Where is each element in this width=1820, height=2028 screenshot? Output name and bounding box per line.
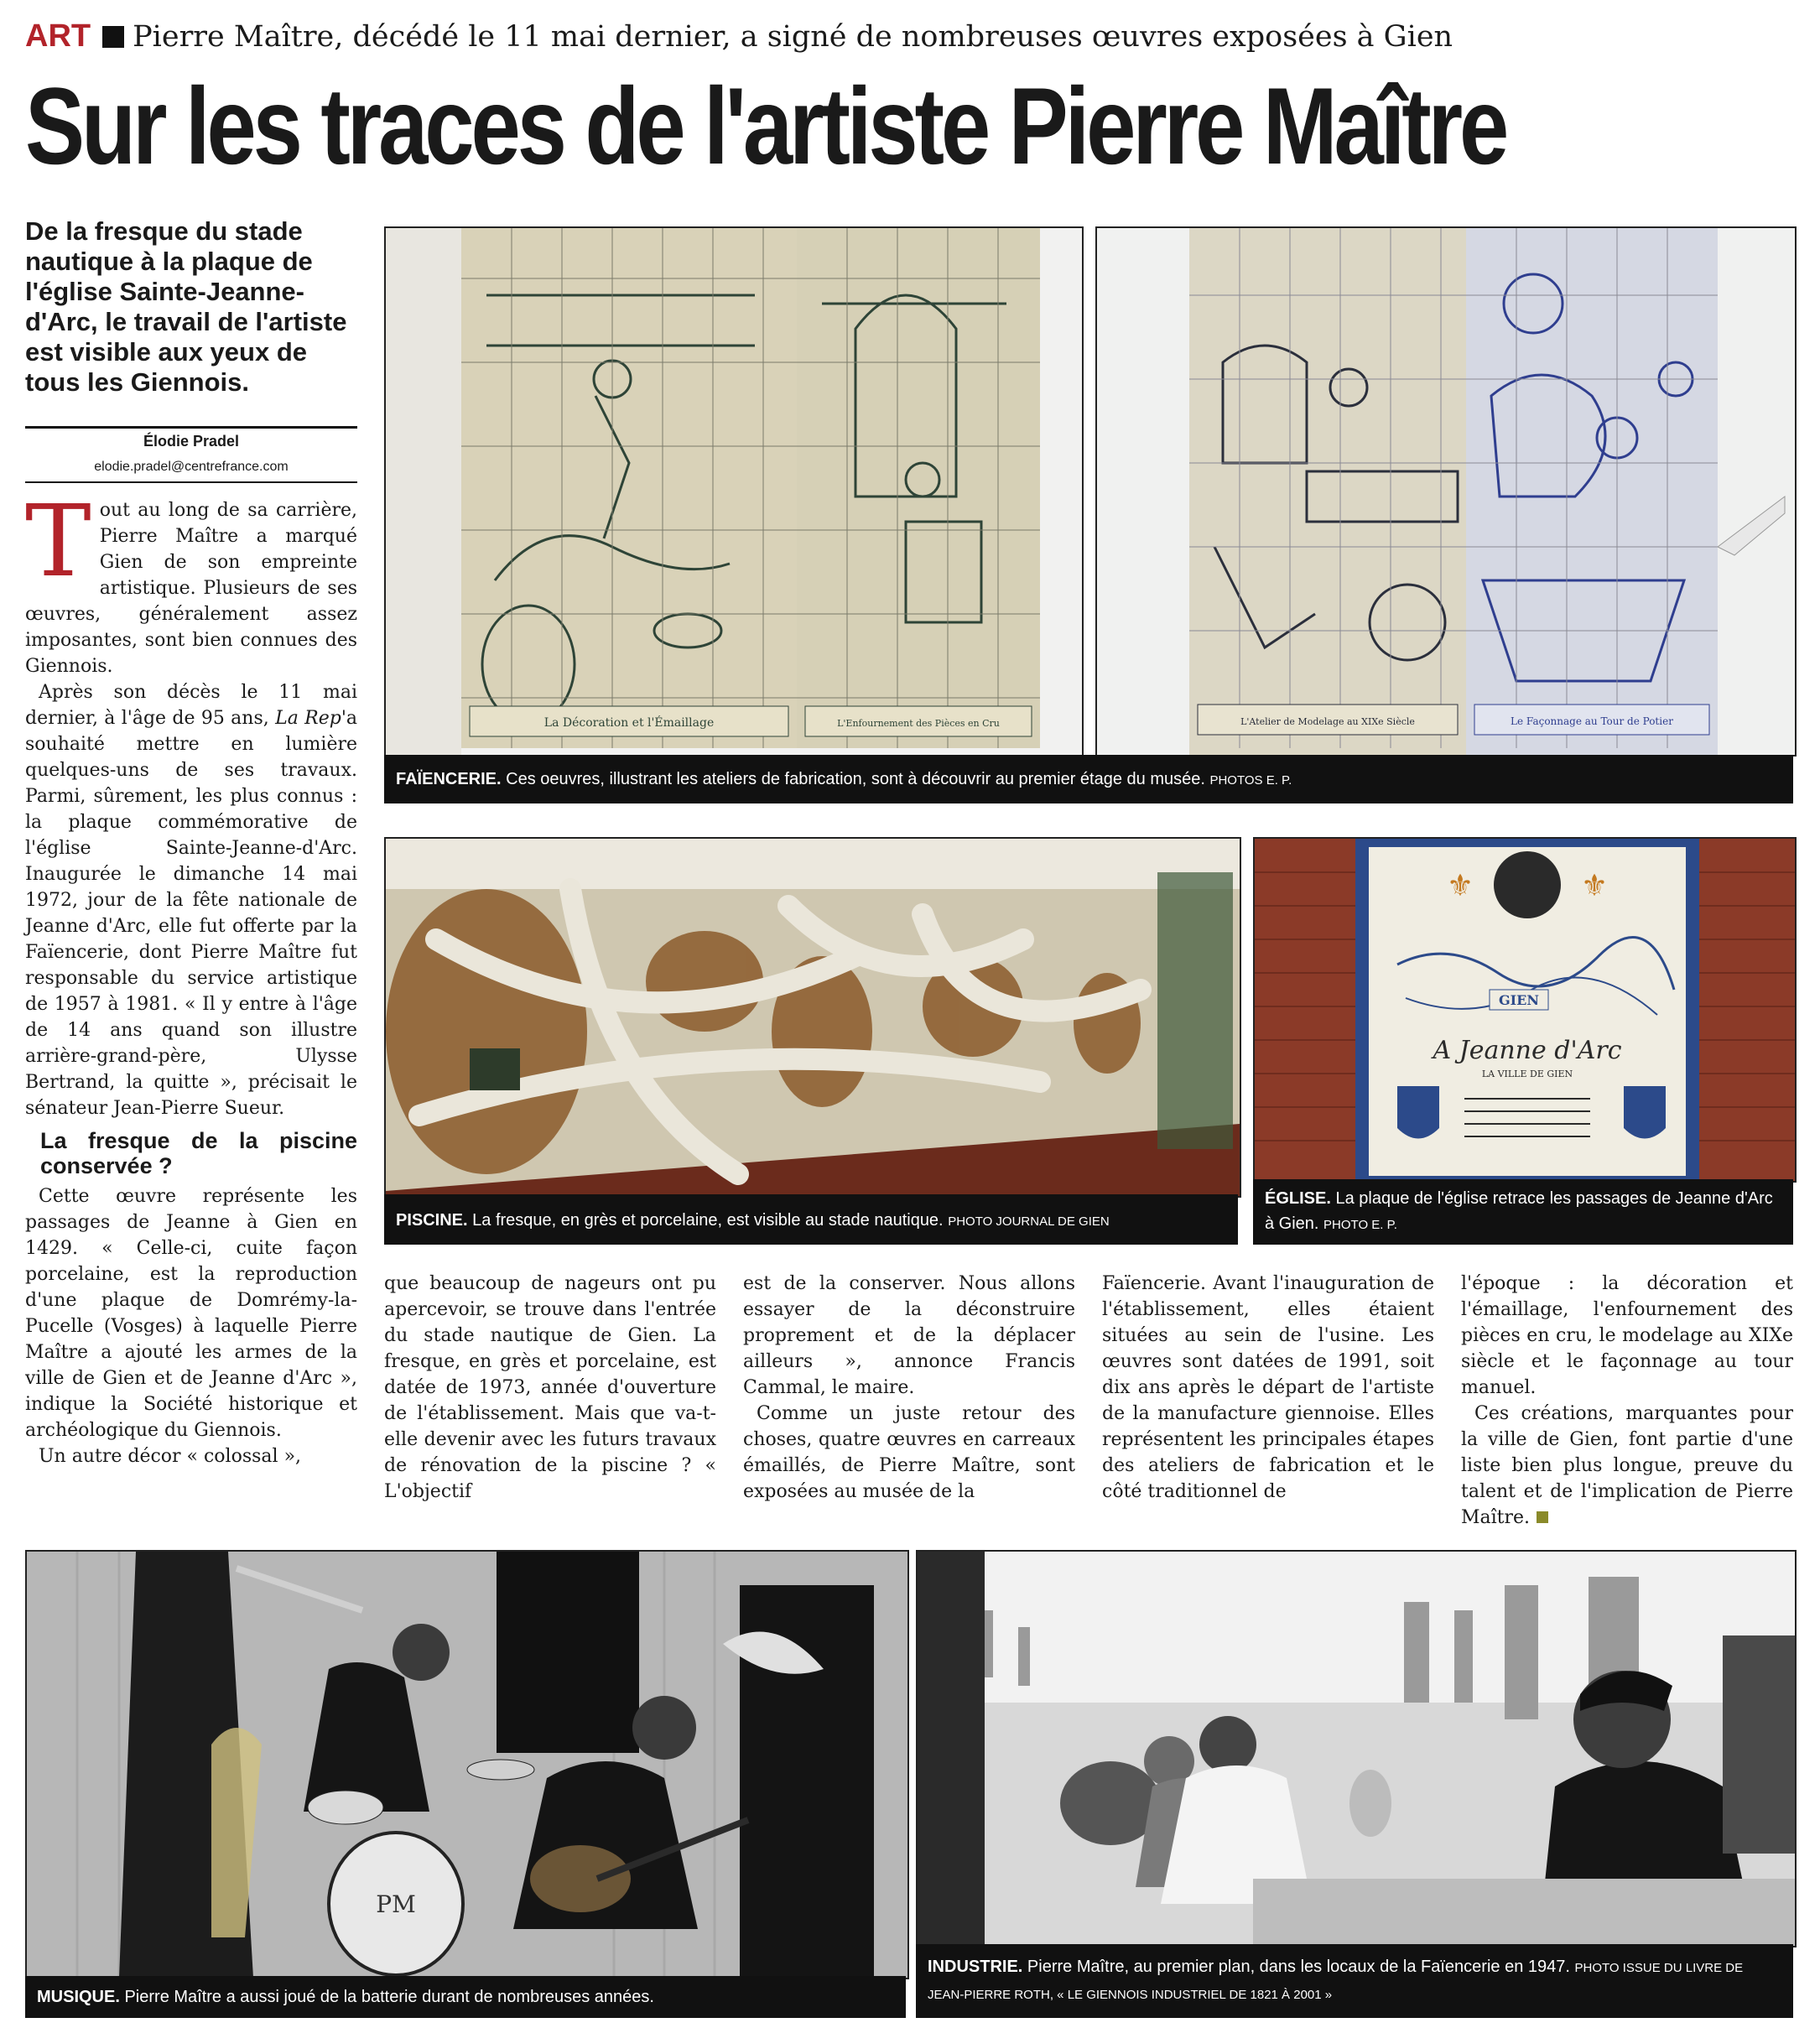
panel-label-faconnage: Le Façonnage au Tour de Potier	[1511, 715, 1673, 727]
paragraph-4: Un autre décor « colossal »,	[39, 1446, 302, 1467]
caption-faiencerie-credit: PHOTOS E. P.	[1209, 773, 1292, 788]
faiencerie-photo-right	[1095, 226, 1797, 757]
industrie-photo	[916, 1550, 1797, 1947]
caption-piscine	[384, 1194, 1238, 1245]
article-column-2	[384, 1271, 716, 1505]
svg-text:PM: PM	[376, 1890, 416, 1918]
panel-label-modelage: L'Atelier de Modelage au XIXe Siècle	[1240, 716, 1415, 727]
caption-faiencerie-text: Ces oeuvres, illustrant les ateliers de fabrication, sont à découvrir au premier étage du musée.	[506, 770, 1205, 788]
caption-musique-text: Pierre Maître a aussi joué de la batterie durant de nombreuses années.	[124, 1988, 654, 2006]
faience-panel-left-image	[386, 228, 1082, 755]
caption-industrie	[916, 1944, 1793, 2018]
caption-piscine-text: La fresque, en grès et porcelaine, est visible au stade nautique.	[472, 1211, 944, 1230]
headline: Sur les traces de l'artiste Pierre Maître	[25, 65, 1506, 187]
panel-label-enfournement: L'Enfournement des Pièces en Cru	[837, 718, 1000, 729]
paragraph-2-start: Après son décès le 11 mai dernier, à l'âge de 95 ans,	[25, 682, 357, 729]
eglise-photo	[1253, 837, 1797, 1183]
newspaper-name: La Rep'	[275, 708, 346, 729]
byline-email: elodie.pradel@centrefrance.com	[94, 460, 289, 474]
dropcap: T	[25, 483, 91, 599]
paragraph-3: Cette œuvre représente les passages de Jeanne à Gien en 1429. « Celle-ci, cuite façon porcelaine, est la reproduction d'une plaque de Domrémy-la-Pucelle (Vosges) à laquelle Pierre Maître a ajouté les armes de la ville de Gien et de Jeanne d'Arc », indique la Société historique et archéologique du Giennois.	[25, 1186, 357, 1441]
column-2-text: que beaucoup de nageurs ont pu apercevoir, se trouve dans l'entrée du stade nautique de Gien. La fresque, en grès et porcelaine, est datée de 1973, année d'ouverture de l'établissement. Mais que va-t-elle devenir avec les futurs travaux de rénovation de la piscine ? « L'objectif	[384, 1273, 716, 1502]
caption-musique-label: MUSIQUE.	[37, 1988, 120, 2006]
industrie-workshop-image	[918, 1552, 1795, 1946]
svg-text:⚜: ⚜	[1446, 869, 1474, 903]
piscine-fresque-image	[386, 839, 1240, 1196]
column-3-text-a: est de la conserver. Nous allons essayer de la déconstruire proprement et de la déplacer ailleurs », annonce Francis Cammal, le maire.	[743, 1273, 1075, 1398]
plaque-subtitle: LA VILLE DE GIEN	[1481, 1069, 1573, 1079]
faiencerie-photo-left	[384, 226, 1084, 757]
chapo: De la fresque du stade nautique à la plaque de l'église Sainte-Jeanne-d'Arc, le travail de l'artiste est visible aux yeux de tous les Giennois.	[25, 216, 347, 397]
rubric-text: Pierre Maître, décédé le 11 mai dernier, a signé de nombreuses œuvres exposées à Gien	[133, 20, 1453, 54]
caption-musique	[25, 1976, 906, 2018]
rubric-square-icon	[102, 26, 124, 48]
column-5-text-b: Ces créations, marquantes pour la ville de Gien, font partie d'une liste bien plus longue, preuve du talent et de l'implication de Pierre Maître.	[1461, 1403, 1793, 1528]
byline-rule-top	[25, 426, 357, 429]
musique-photo	[25, 1550, 909, 1979]
paragraph-1: out au long de sa carrière, Pierre Maître a marqué Gien de son empreinte artistique. Plusieurs de ses œuvres, généralement assez imposantes, sont bien connues des Giennois.	[25, 500, 357, 677]
plaque-city: GIEN	[1499, 992, 1539, 1008]
caption-eglise-text: La plaque de l'église retrace les passages de Jeanne d'Arc à Gien.	[1265, 1189, 1773, 1233]
caption-industrie-credit: PHOTO ISSUE DU LIVRE DE JEAN-PIERRE ROTH, « LE GIENNOIS INDUSTRIEL DE 1821 À 2001 »	[928, 1961, 1744, 2002]
piscine-photo	[384, 837, 1241, 1198]
caption-eglise	[1253, 1179, 1793, 1245]
column-4-text: Faïencerie. Avant l'inauguration de l'établissement, elles étaient situées au sein de l'usine. Les œuvres sont datées de 1991, soit dix ans après le départ de l'artiste de la manufacture giennoise. Elles représentent les principales étapes des ateliers de fabrication et le côté traditionnel de	[1102, 1273, 1434, 1502]
article-column-3	[743, 1271, 1075, 1505]
eglise-plaque-image	[1255, 839, 1795, 1181]
column-3-text-b: Comme un juste retour des choses, quatre œuvres en carreaux émaillés, de Pierre Maître, sont exposées au musée de la	[743, 1403, 1075, 1502]
svg-text:⚜: ⚜	[1580, 869, 1609, 903]
byline-author: Élodie Pradel	[143, 433, 240, 450]
caption-piscine-credit: PHOTO JOURNAL DE GIEN	[948, 1214, 1110, 1229]
subheading: La fresque de la piscine conservée ?	[40, 1128, 357, 1178]
caption-eglise-label: ÉGLISE.	[1265, 1189, 1331, 1208]
caption-industrie-label: INDUSTRIE.	[928, 1958, 1023, 1976]
faience-panel-right-image	[1097, 228, 1795, 755]
paragraph-2-end: a souhaité mettre en lumière quelques-uns de ses travaux. Parmi, sûrement, les plus connus : la plaque commémorative de l'église Sainte-Jeanne-d'Arc. Inaugurée le dimanche 14 mai 1972, jour de la fête nationale de Jeanne d'Arc, elle fut offerte par la Faïencerie, dont Pierre Maître fut responsable du service artistique de 1957 à 1981. « Il y entre à l'âge de 14 ans quand son illustre arrière-grand-père, Ulysse Bertrand, la quitte », précisait le sénateur Jean-Pierre Sueur.	[25, 708, 358, 1119]
end-mark-icon	[1537, 1511, 1548, 1523]
caption-faiencerie-label: FAÏENCERIE.	[396, 770, 502, 788]
caption-industrie-text: Pierre Maître, au premier plan, dans les locaux de la Faïencerie en 1947.	[1027, 1958, 1570, 1976]
panel-label-decoration: La Décoration et l'Émaillage	[543, 716, 715, 730]
musique-band-image	[27, 1552, 907, 1978]
article-column-5	[1461, 1271, 1793, 1531]
caption-faiencerie	[384, 755, 1793, 803]
plaque-title: A Jeanne d'Arc	[1433, 1036, 1622, 1065]
column-5-text-a: l'époque : la décoration et l'émaillage, l'enfournement des pièces en cru, le modelage au XIXe siècle et le façonnage au tour manuel.	[1461, 1273, 1793, 1398]
caption-piscine-label: PISCINE.	[396, 1211, 468, 1230]
article-column-1	[25, 483, 358, 1469]
article-column-4	[1102, 1271, 1434, 1505]
rubric-tag: ART	[25, 18, 91, 54]
rubric	[25, 18, 1453, 55]
caption-eglise-credit: PHOTO E. P.	[1323, 1218, 1397, 1232]
